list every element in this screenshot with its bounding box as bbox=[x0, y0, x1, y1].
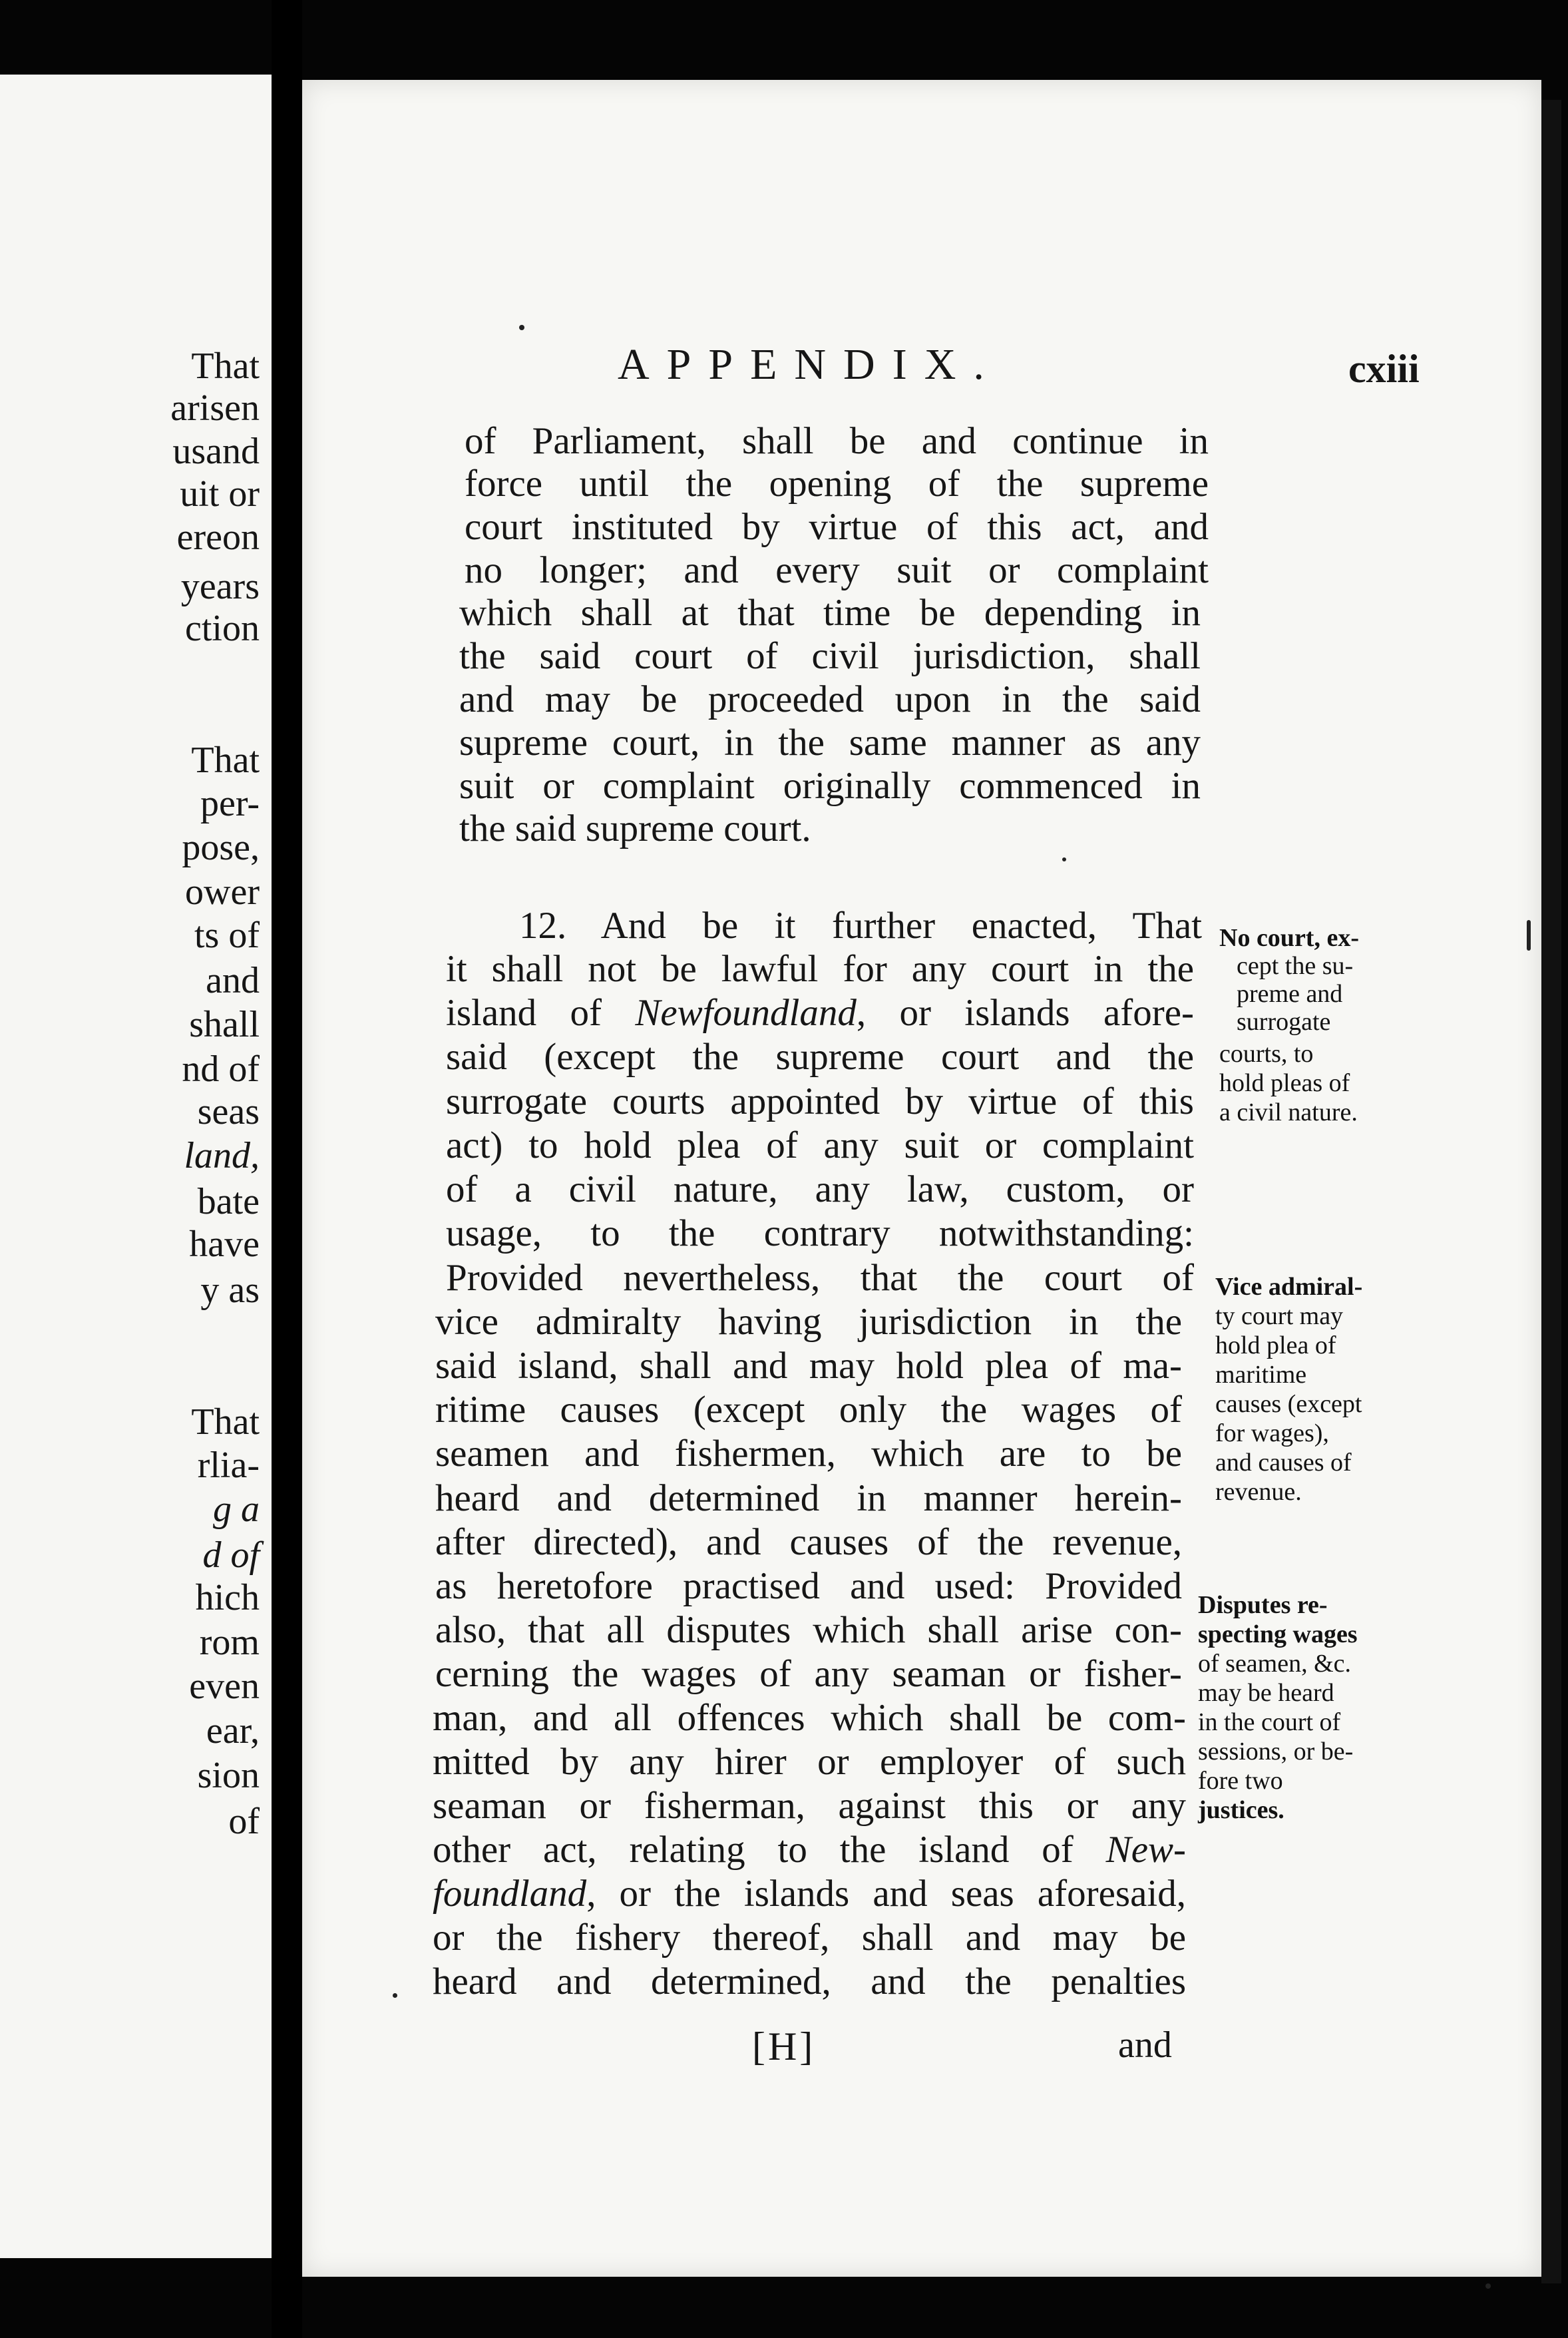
body-line: court instituted by virtue of this act, and bbox=[465, 506, 1209, 548]
body-line: ritime causes (except only the wages of bbox=[435, 1389, 1182, 1431]
body-line: which shall at that time be depending in bbox=[459, 592, 1201, 634]
page-edge-shadow bbox=[1541, 100, 1561, 2283]
ink-speck bbox=[1062, 857, 1066, 861]
note-line: ty court may bbox=[1215, 1302, 1344, 1330]
section-12-first-line: 12. And be it further enacted, That bbox=[519, 905, 1202, 947]
left-page-text-fragment: d of bbox=[202, 1534, 260, 1576]
signature-mark: [H] bbox=[752, 2024, 816, 2068]
body-line: heard and determined, and the penalties bbox=[433, 1961, 1186, 2002]
ink-speck bbox=[519, 325, 524, 330]
left-page-text-fragment: even bbox=[189, 1666, 260, 1707]
body-line: and may be proceeded upon in the said bbox=[459, 678, 1201, 720]
body-line: seaman or fisherman, against this or any bbox=[433, 1785, 1186, 1827]
left-page-text-fragment: rlia- bbox=[197, 1445, 260, 1486]
page-mark bbox=[1527, 920, 1531, 951]
body-line: as heretofore practised and used: Provided bbox=[435, 1565, 1182, 1607]
note-line: surrogate bbox=[1237, 1008, 1331, 1036]
left-page-text-fragment: seas bbox=[197, 1091, 260, 1132]
body-line: said island, shall and may hold plea of ma- bbox=[435, 1345, 1182, 1387]
body-line: vice admiralty having jurisdiction in the bbox=[435, 1301, 1182, 1343]
body-line: man, and all offences which shall be com- bbox=[433, 1697, 1186, 1739]
note-line: specting wages bbox=[1198, 1620, 1358, 1648]
note-line: for wages), bbox=[1215, 1419, 1329, 1447]
note-line: a civil nature. bbox=[1219, 1098, 1358, 1126]
body-line: suit or complaint originally commenced in bbox=[459, 765, 1201, 807]
left-page-text-fragment: pose, bbox=[182, 827, 260, 868]
note-line: revenue. bbox=[1215, 1478, 1302, 1506]
body-line: it shall not be lawful for any court in the bbox=[446, 948, 1194, 990]
body-line-foundland: foundland, or the islands and seas aforesaid, bbox=[433, 1873, 1186, 1915]
left-page-text-fragment: uit or bbox=[180, 473, 260, 515]
left-page-text-fragment: y as bbox=[200, 1270, 260, 1311]
left-page-text-fragment: shall bbox=[189, 1004, 260, 1045]
body-line-newfoundland: island of Newfoundland, or islands afore- bbox=[446, 992, 1194, 1034]
page-number: cxiii bbox=[1348, 347, 1420, 391]
body-line: seamen and fishermen, which are to be bbox=[435, 1433, 1182, 1475]
body-line: supreme court, in the same manner as any bbox=[459, 722, 1201, 764]
left-page-text-fragment: and bbox=[206, 960, 260, 1001]
body-line: cerning the wages of any seaman or fisher- bbox=[435, 1653, 1182, 1695]
body-line: the said court of civil jurisdiction, shall bbox=[459, 635, 1201, 677]
body-line: Provided nevertheless, that the court of bbox=[446, 1257, 1194, 1299]
left-page-text-fragment: usand bbox=[172, 431, 260, 472]
left-page-text-fragment: arisen bbox=[170, 387, 260, 429]
left-page-text-fragment: nd of bbox=[182, 1049, 260, 1090]
body-line-newfoundland-2: other act, relating to the island of New- bbox=[433, 1829, 1186, 1871]
body-line: no longer; and every suit or complaint bbox=[465, 549, 1209, 591]
body-line: of Parliament, shall be and continue in bbox=[465, 420, 1209, 462]
left-page-text-fragment: That bbox=[191, 346, 260, 387]
body-line: said (except the supreme court and the bbox=[446, 1036, 1194, 1078]
note-line: causes (except bbox=[1215, 1390, 1362, 1418]
note-line: preme and bbox=[1237, 980, 1343, 1008]
body-line: mitted by any hirer or employer of such bbox=[433, 1741, 1186, 1783]
body-line-last: the said supreme court. bbox=[459, 808, 811, 849]
left-page-text-fragment: That bbox=[191, 740, 260, 781]
left-page-text-fragment: per- bbox=[200, 783, 260, 824]
note-line: hold plea of bbox=[1215, 1331, 1336, 1359]
left-page-text-fragment: That bbox=[191, 1401, 260, 1443]
note-line: maritime bbox=[1215, 1361, 1307, 1389]
note-line: may be heard bbox=[1198, 1679, 1334, 1707]
note-line: No court, ex- bbox=[1219, 924, 1359, 952]
note-line: cept the su- bbox=[1237, 952, 1354, 980]
body-line: force until the opening of the supreme bbox=[465, 463, 1209, 505]
body-line: heard and determined in manner herein- bbox=[435, 1477, 1182, 1519]
left-page-text-fragment: rom bbox=[199, 1622, 260, 1663]
note-line: in the court of bbox=[1198, 1708, 1341, 1736]
left-page-text-fragment: ction bbox=[185, 608, 260, 649]
left-page-text-fragment: bate bbox=[197, 1181, 260, 1222]
note-line: sessions, or be- bbox=[1198, 1738, 1354, 1765]
ink-speck bbox=[393, 1993, 397, 1998]
left-page-text-fragment: ts of bbox=[194, 915, 260, 956]
left-page-text-fragment: land, bbox=[184, 1135, 260, 1176]
body-line: or the fishery thereof, shall and may be bbox=[433, 1917, 1186, 1959]
left-page-text-fragment: ower bbox=[185, 871, 260, 913]
left-page-text-fragment: ereon bbox=[176, 517, 260, 558]
body-line: after directed), and causes of the revenue, bbox=[435, 1521, 1182, 1563]
ink-speck bbox=[1485, 2283, 1491, 2289]
running-head: APPENDIX. bbox=[618, 340, 1002, 389]
left-page-text-fragment: ear, bbox=[206, 1710, 260, 1752]
catchword: and bbox=[1118, 2024, 1172, 2066]
left-facing-page bbox=[0, 75, 272, 2258]
note-line: Disputes re- bbox=[1198, 1591, 1328, 1619]
left-page-text-fragment: sion bbox=[197, 1755, 260, 1796]
body-line: usage, to the contrary notwithstanding: bbox=[446, 1212, 1194, 1254]
note-line: fore two bbox=[1198, 1767, 1283, 1795]
body-line: also, that all disputes which shall arise con- bbox=[435, 1609, 1182, 1651]
left-page-text-fragment: hich bbox=[195, 1577, 260, 1618]
note-line: hold pleas of bbox=[1219, 1069, 1350, 1097]
book-gutter bbox=[272, 0, 302, 2338]
body-line: surrogate courts appointed by virtue of this bbox=[446, 1080, 1194, 1122]
body-line: act) to hold plea of any suit or complaint bbox=[446, 1124, 1194, 1166]
note-line: Vice admiral- bbox=[1215, 1273, 1363, 1301]
note-line: courts, to bbox=[1219, 1040, 1314, 1068]
left-page-text-fragment: g a bbox=[213, 1489, 260, 1530]
body-line: of a civil nature, any law, custom, or bbox=[446, 1168, 1194, 1210]
note-line: of seamen, &c. bbox=[1198, 1650, 1352, 1678]
left-page-text-fragment: years bbox=[180, 566, 260, 607]
left-page-text-fragment: of bbox=[228, 1801, 260, 1842]
left-page-text-fragment: have bbox=[189, 1224, 260, 1265]
note-line: justices. bbox=[1198, 1796, 1284, 1824]
note-line: and causes of bbox=[1215, 1449, 1352, 1477]
